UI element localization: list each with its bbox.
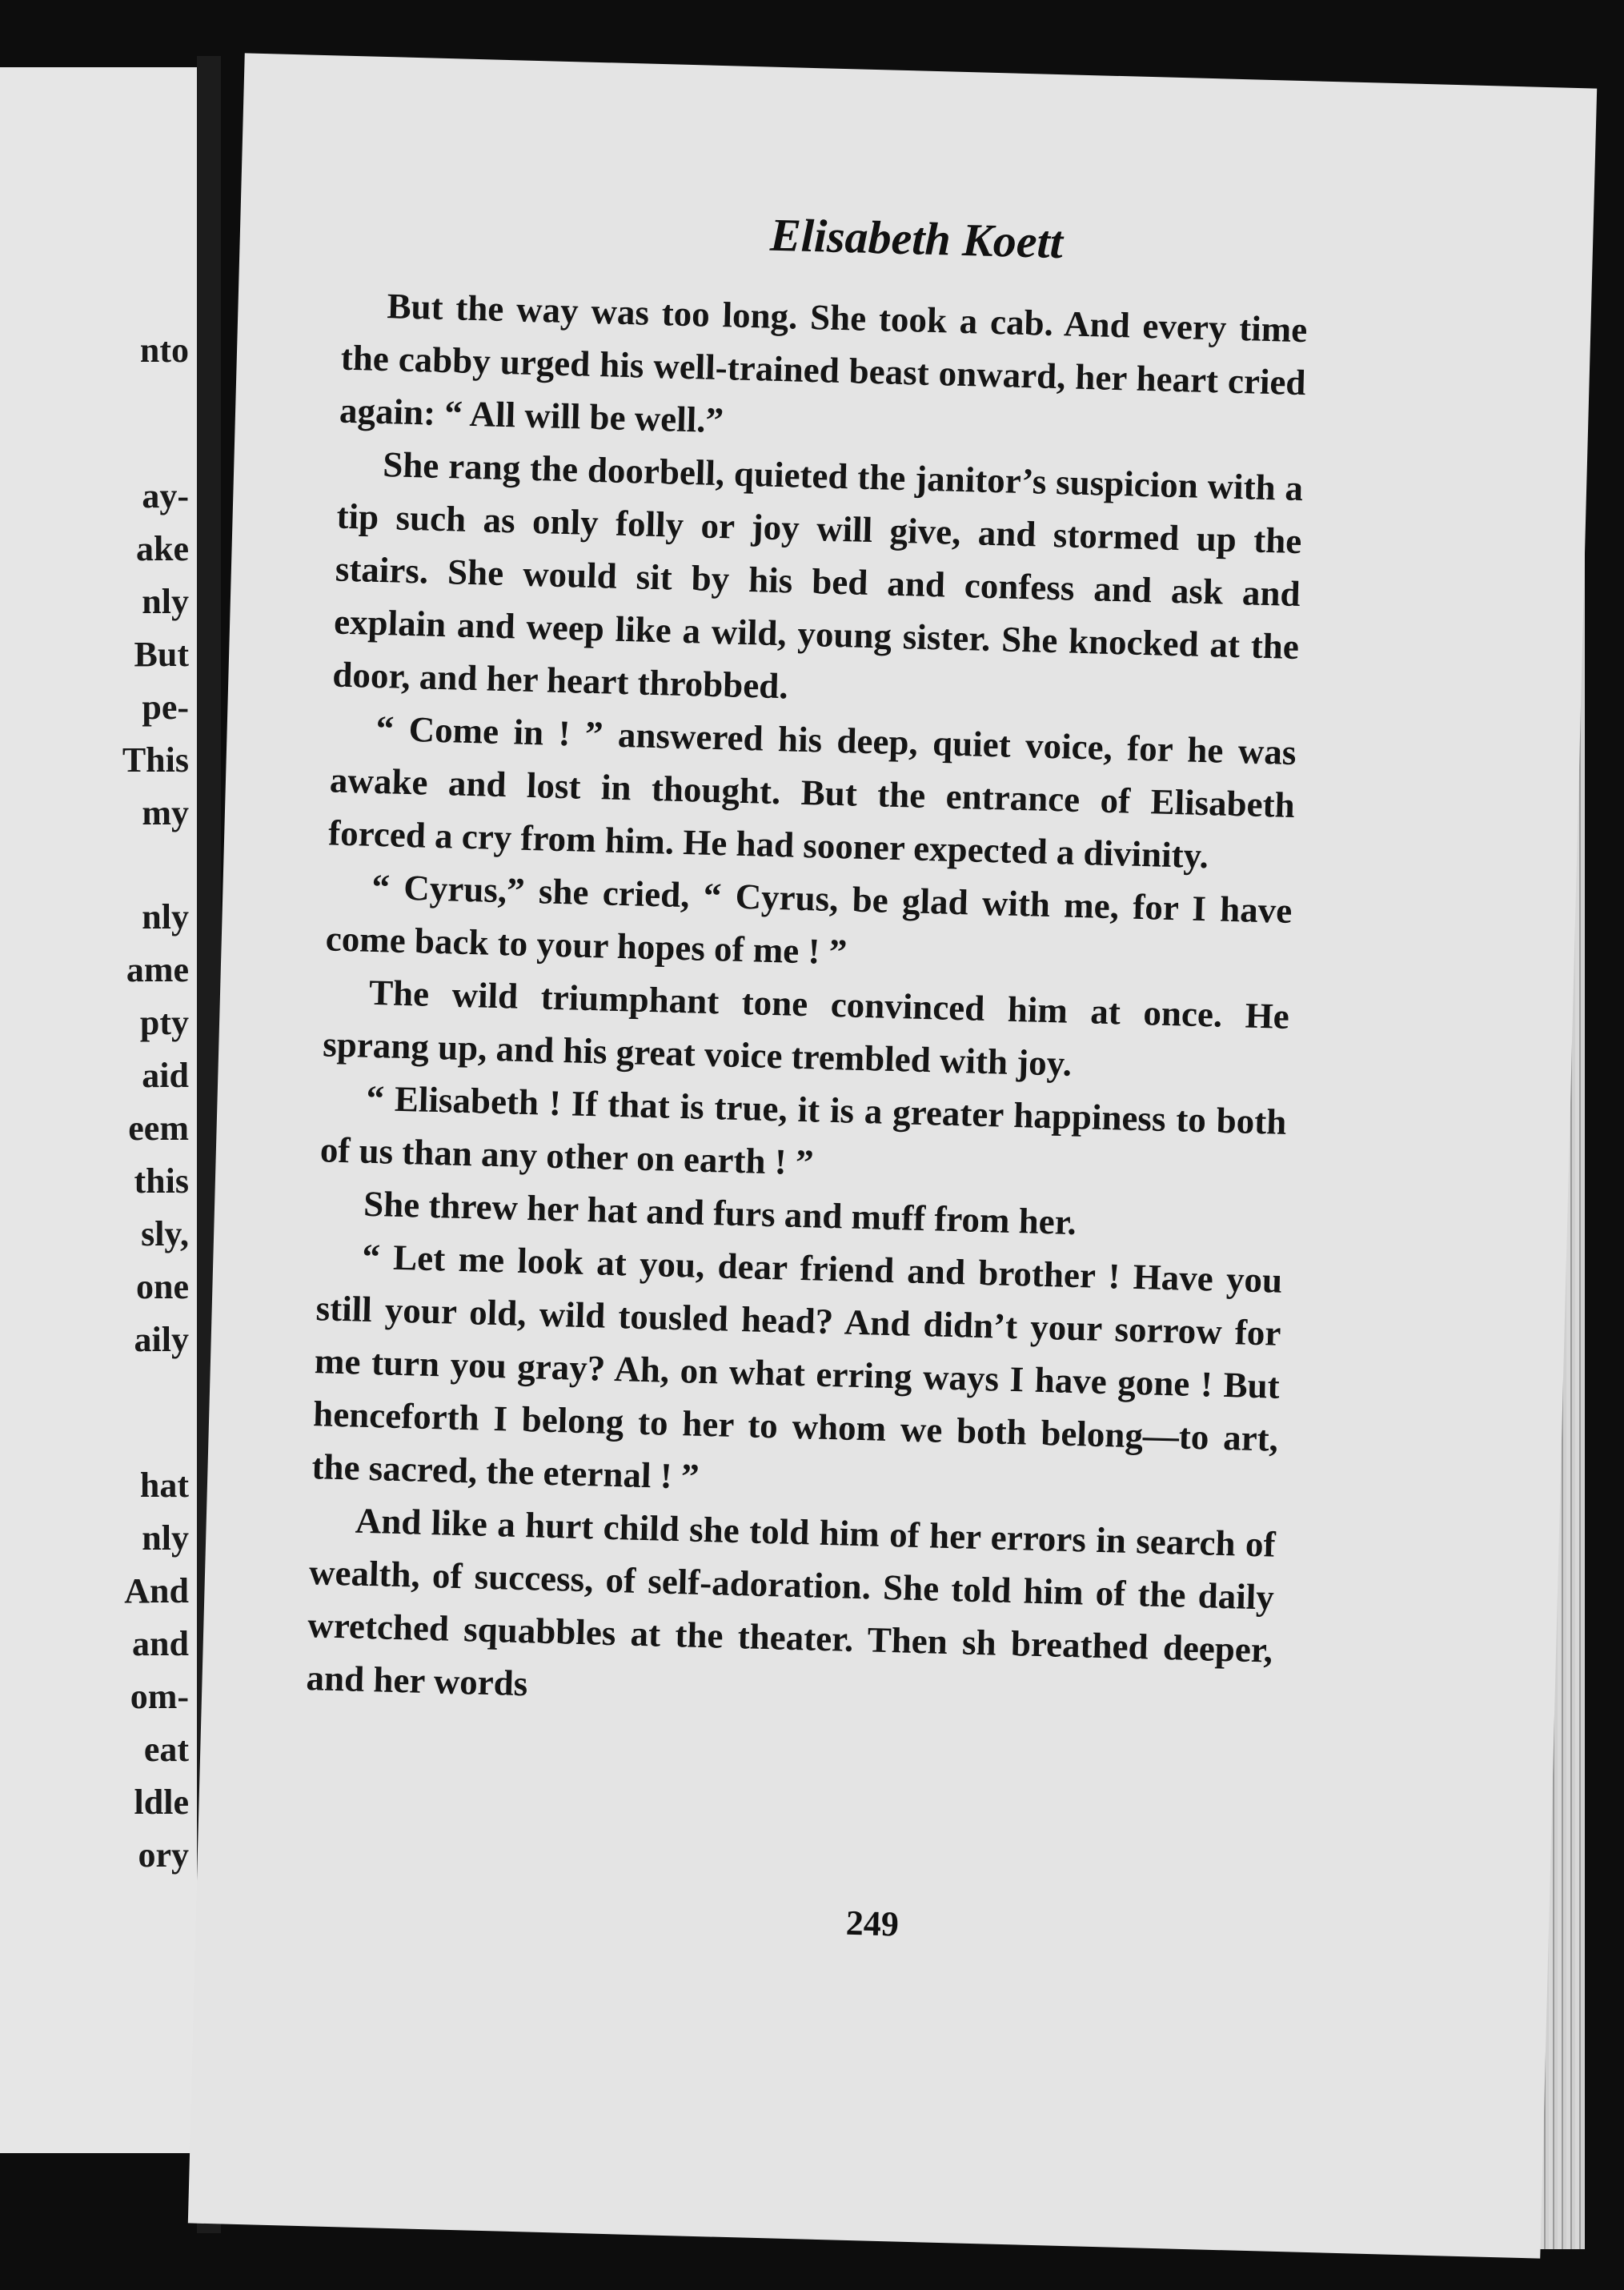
paragraph: “ Cyrus,” she cried, “ Cyrus, be glad with me, for I have come back to your hopes of me ! ” [325,866,1293,973]
left-page-fragment [0,67,197,2153]
left-line: This [122,740,189,780]
left-line: ldle [134,1783,189,1822]
paragraph: “ Elisabeth ! If that is true, it is a greater happiness to both of us than any other on earth ! ” [319,1077,1287,1183]
paragraph: She threw her hat and furs and muff from her. [363,1183,1077,1243]
paragraph: “ Let me look at you, dear friend and brother ! Have you still your old, wild tousled head? And didn’t your sorrow for me turn you gray? Ah, on what erring ways I have gone ! But henceforth I belong to her to whom we both belong—to art, the sacred, the eternal ! ” [311,1236,1283,1497]
paragraph: The wild triumphant tone convinced him at once. He sprang up, and his great voice trembled with joy. [322,972,1290,1084]
left-line: ory [138,1835,189,1875]
left-line: om- [130,1677,189,1716]
left-line: ay- [142,476,189,515]
left-line: sly, [141,1214,189,1253]
left-line: this [134,1161,189,1201]
left-line: nly [142,897,189,936]
left-line: ake [136,529,189,568]
left-line: But [134,635,189,674]
paragraph: She rang the doorbell, quieted the janitor’s suspicion with a tip such as only folly or joy will give, and stormed up the stairs. She would sit by his bed and confess and ask and explain and weep like a wild, young sister. She knocked at the door, and her heart throbbed. [331,444,1304,707]
book-page [188,53,1597,2258]
left-line: eem [128,1109,189,1148]
body-text [306,279,1308,1730]
paragraph: And like a hurt child she told him of her errors in search of wealth, of success, of self-adoration. She told him of the daily wretched squabbles at the theater. Then sh breathed deeper, and her words [306,1500,1277,1704]
running-head: Elisabeth Koett [769,208,1064,269]
left-line: eat [143,1730,189,1769]
left-line: And [124,1571,189,1610]
page-number: 249 [845,1903,900,1944]
left-line: nly [142,582,189,621]
left-line: aily [134,1320,189,1359]
left-line: pe- [142,688,189,727]
left-line: aid [142,1056,189,1095]
left-line: my [142,793,189,832]
left-line: nto [139,331,189,370]
left-line: one [136,1267,189,1306]
left-line: hat [139,1466,189,1505]
left-line: and [132,1624,189,1663]
left-line: ame [126,950,189,989]
left-line: nly [142,1518,189,1558]
left-line: pty [139,1003,189,1042]
paragraph: “ Come in ! ” answered his deep, quiet voice, for he was awake and lost in thought. But the entrance of Elisabeth forced a cry from him. He had sooner expected a divinity. [327,708,1297,876]
paragraph: But the way was too long. She took a cab. And every time the cabby urged his well-trained beast onward, her heart cried again: “ All will be well.” [339,286,1308,441]
